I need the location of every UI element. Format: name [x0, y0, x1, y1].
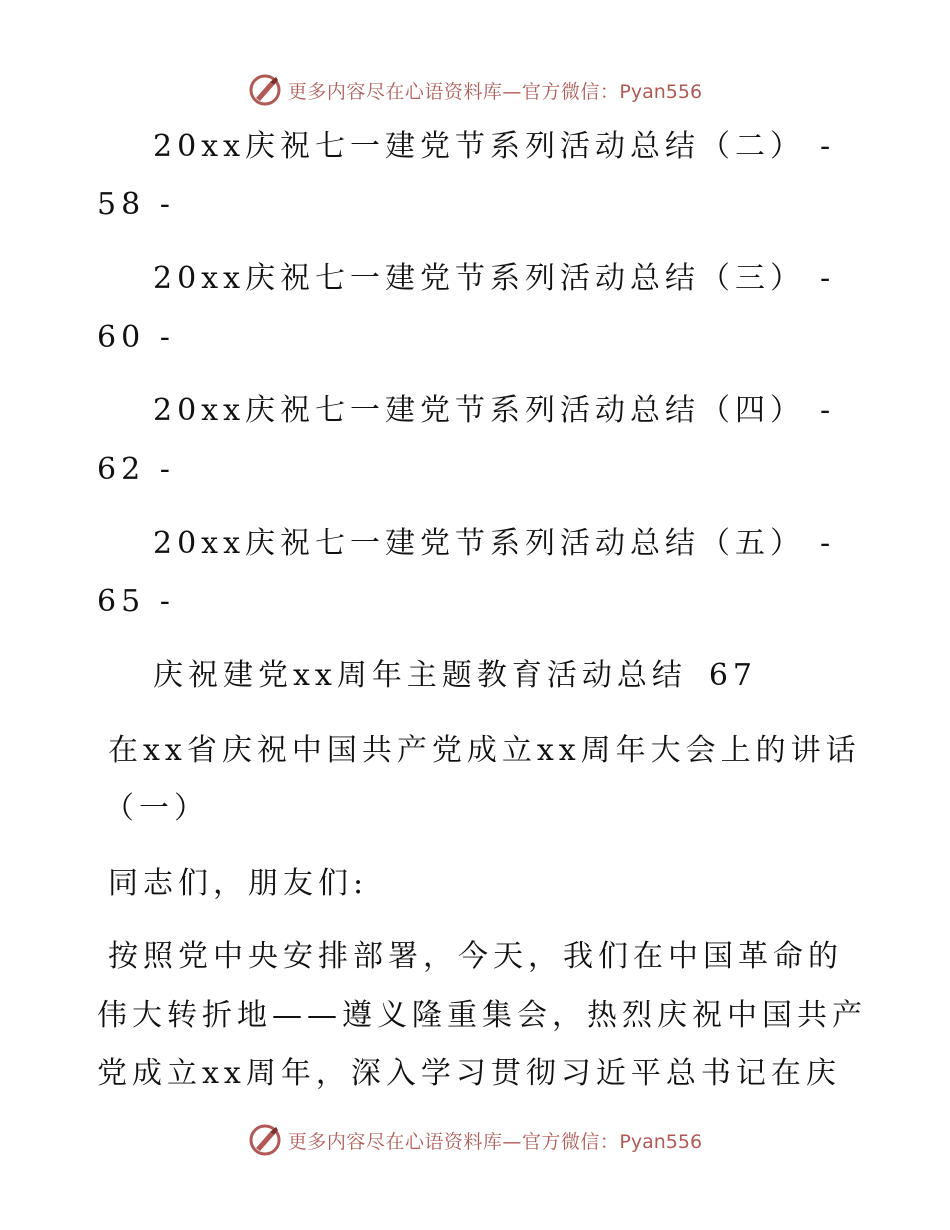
speech-paragraph-line: 党成立xx周年，深入学习贯彻习近平总书记在庆 — [97, 1056, 841, 1091]
toc-entry-page: 62 - — [97, 452, 175, 487]
toc-entry-title[interactable]: 20xx庆祝七一建党节系列活动总结（四） — [153, 393, 806, 428]
toc-entry-dash: - — [820, 526, 831, 561]
footer-watermark — [0, 1120, 950, 1160]
speech-paragraph-line: 伟大转折地——遵义隆重集会，热烈庆祝中国共产 — [97, 998, 867, 1033]
speech-salutation: 同志们，朋友们: — [108, 866, 369, 901]
toc-entry-last[interactable]: 庆祝建党xx周年主题教育活动总结 67 — [153, 658, 758, 693]
speech-paragraph-line: 按照党中央安排部署，今天，我们在中国革命的 — [108, 939, 843, 974]
watermark-text: 更多内容尽在心语资料库—官方微信：Pyan556 — [287, 1130, 703, 1153]
pen-logo-icon — [248, 1123, 282, 1157]
toc-entry-title[interactable]: 20xx庆祝七一建党节系列活动总结（五） — [153, 526, 806, 561]
pen-logo-icon — [248, 73, 282, 107]
watermark-text: 更多内容尽在心语资料库—官方微信：Pyan556 — [287, 80, 703, 103]
speech-title: 在xx省庆祝中国共产党成立xx周年大会上的讲话 — [108, 733, 861, 768]
speech-title-part: （一） — [104, 791, 209, 826]
toc-entry-page: 58 - — [97, 187, 175, 222]
toc-entry-dash: - — [820, 261, 831, 296]
toc-entry-title[interactable]: 20xx庆祝七一建党节系列活动总结（三） — [153, 261, 806, 296]
toc-entry-page: 60 - — [97, 320, 175, 355]
toc-entry-page: 65 - — [97, 584, 175, 619]
header-watermark — [0, 70, 950, 110]
toc-entry-title[interactable]: 20xx庆祝七一建党节系列活动总结（二） — [153, 129, 806, 164]
toc-entry-dash: - — [820, 393, 831, 428]
toc-entry-dash: - — [820, 129, 831, 164]
